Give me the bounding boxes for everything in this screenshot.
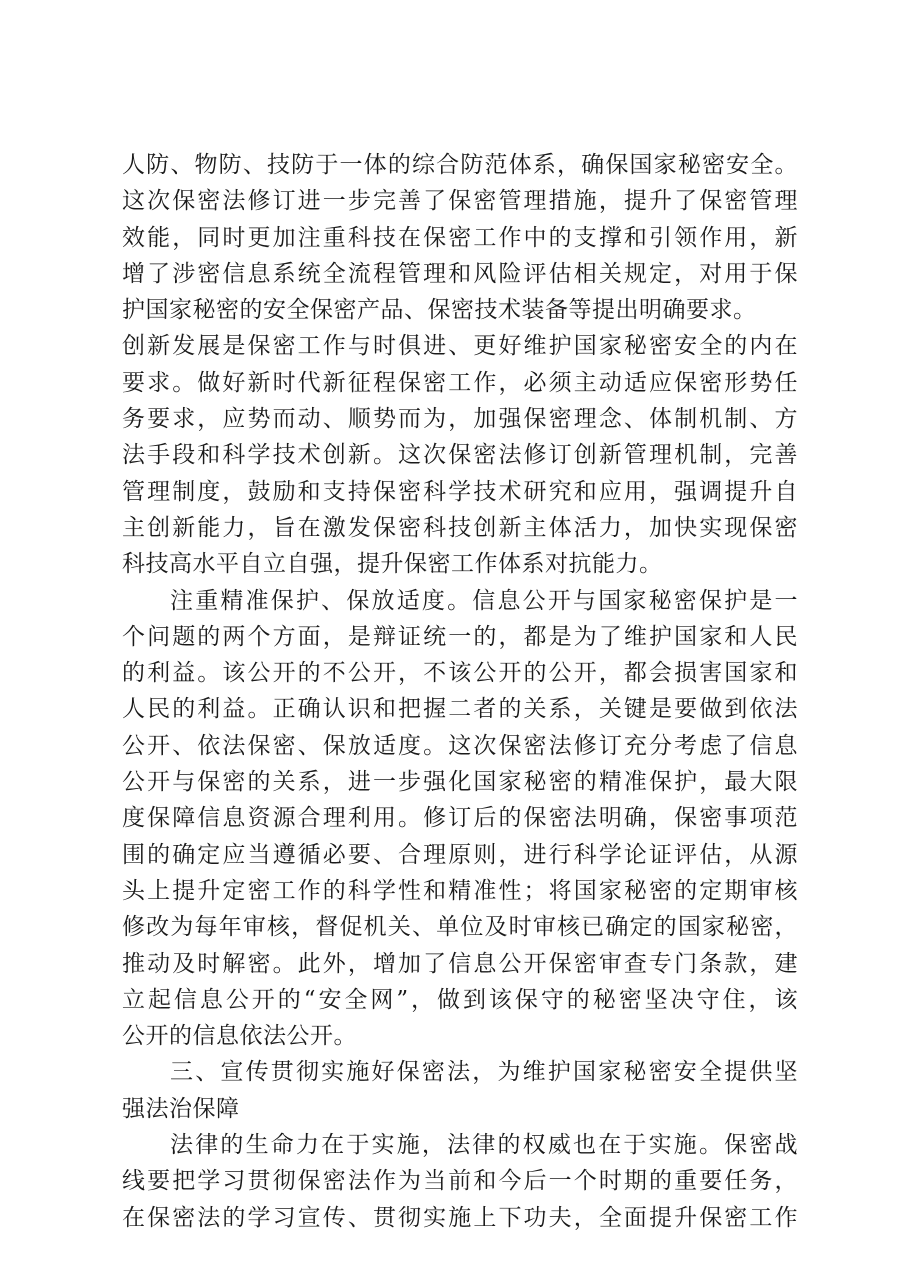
text-line: 度保障信息资源合理利用。修订后的保密法明确，保密事项范 — [122, 805, 798, 832]
text-line: 公开的信息依法公开。 — [122, 1023, 357, 1050]
text-line: 主创新能力，旨在激发保密科技创新主体活力，加快实现保密 — [122, 514, 798, 541]
text-line: 科技高水平自立自强，提升保密工作体系对抗能力。 — [122, 551, 663, 578]
text-line: 修改为每年审核，督促机关、单位及时审核已确定的国家秘密， — [122, 914, 798, 941]
text-line: 人防、物防、技防于一体的综合防范体系，确保国家秘密安全。 — [122, 152, 798, 178]
text-line: 的利益。该公开的不公开，不该公开的公开，都会损害国家和 — [122, 660, 798, 687]
text-line: 围的确定应当遵循必要、合理原则，进行科学论证评估，从源 — [122, 841, 798, 868]
text-line: 护国家秘密的安全保密产品、保密技术装备等提出明确要求。 — [122, 297, 757, 324]
text-line: 强法治保障 — [122, 1095, 240, 1122]
text-line: 法律的生命力在于实施，法律的权威也在于实施。保密战 — [170, 1132, 798, 1159]
text-line: 务要求，应势而动、顺势而为，加强保密理念、体制机制、方 — [122, 406, 798, 433]
text-line: 个问题的两个方面，是辩证统一的，都是为了维护国家和人民 — [122, 623, 798, 650]
text-line: 线要把学习贯彻保密法作为当前和今后一个时期的重要任务， — [122, 1168, 798, 1195]
text-line: 增了涉密信息系统全流程管理和风险评估相关规定，对用于保 — [122, 260, 798, 287]
text-line: 立起信息公开的“安全网”，做到该保守的秘密坚决守住，该 — [122, 986, 798, 1013]
text-line: 法手段和科学技术创新。这次保密法修订创新管理机制，完善 — [122, 442, 798, 469]
text-line: 推动及时解密。此外，增加了信息公开保密审查专门条款，建 — [122, 950, 798, 977]
text-line: 三、宣传贯彻实施好保密法，为维护国家秘密安全提供坚 — [170, 1059, 798, 1086]
text-line: 人民的利益。正确认识和把握二者的关系，关键是要做到依法 — [122, 696, 798, 723]
text-line: 在保密法的学习宣传、贯彻实施上下功夫，全面提升保密工作 — [122, 1204, 798, 1231]
text-line: 效能，同时更加注重科技在保密工作中的支撑和引领作用，新 — [122, 224, 798, 251]
text-line: 这次保密法修订进一步完善了保密管理措施，提升了保密管理 — [122, 188, 798, 215]
text-line: 公开与保密的关系，进一步强化国家秘密的精准保护，最大限 — [122, 769, 798, 796]
text-line: 注重精准保护、保放适度。信息公开与国家秘密保护是一 — [170, 587, 798, 614]
text-line: 头上提升定密工作的科学性和精准性；将国家秘密的定期审核 — [122, 877, 798, 904]
text-line: 创新发展是保密工作与时俱进、更好维护国家秘密安全的内在 — [122, 333, 798, 360]
text-line: 公开、依法保密、保放适度。这次保密法修订充分考虑了信息 — [122, 732, 798, 759]
text-line: 要求。做好新时代新征程保密工作，必须主动适应保密形势任 — [122, 369, 798, 396]
document-body — [122, 147, 798, 1236]
text-line: 管理制度，鼓励和支持保密科学技术研究和应用，强调提升自 — [122, 478, 798, 505]
